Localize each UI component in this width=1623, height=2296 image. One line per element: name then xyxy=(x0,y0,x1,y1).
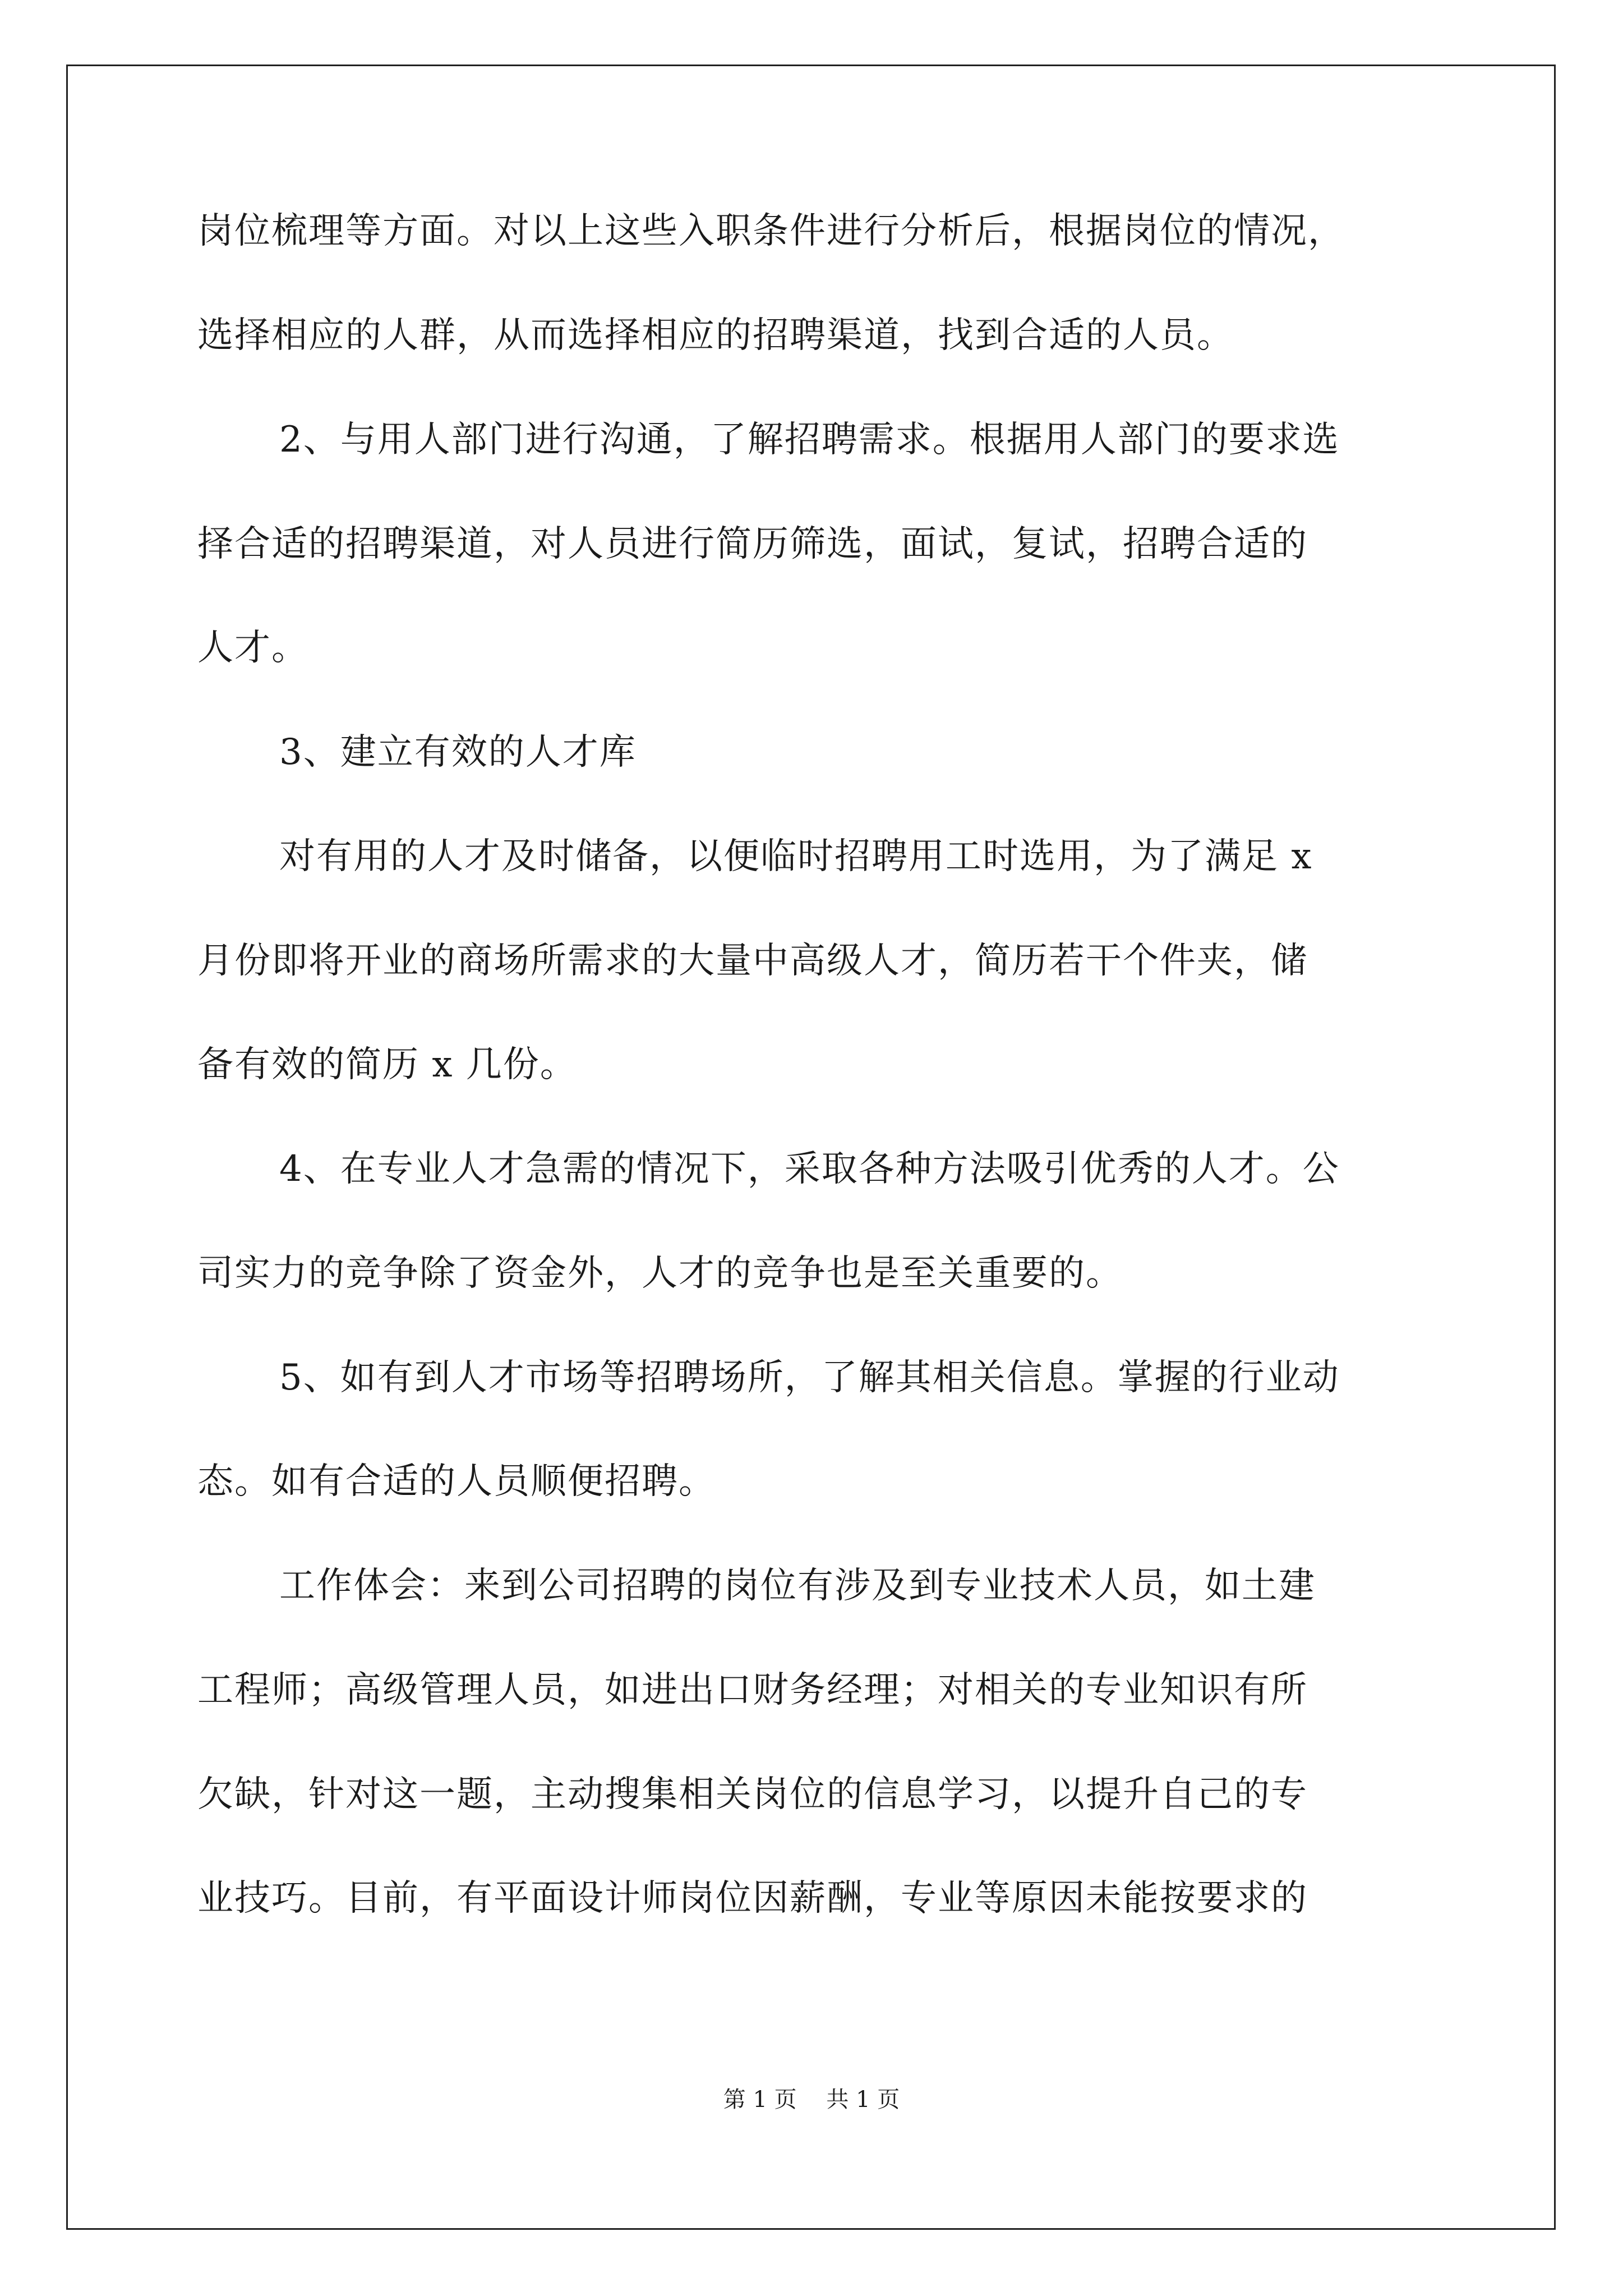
text-line: 选择相应的人群，从而选择相应的招聘渠道，找到合适的人员。 xyxy=(197,315,1234,356)
paragraph-start-line: 2、与用人部门进行沟通，了解招聘需求。根据用人部门的要求选 xyxy=(279,419,1340,461)
text-line: 欠缺，针对这一题，主动搜集相关岗位的信息学习，以提升自己的专 xyxy=(197,1774,1308,1815)
paragraph-start-line: 对有用的人才及时储备，以便临时招聘用工时选用，为了满足 x xyxy=(279,836,1313,877)
text-line: 工程师；高级管理人员，如进出口财务经理；对相关的专业知识有所 xyxy=(197,1669,1308,1711)
text-line: 备有效的简历 x 几份。 xyxy=(197,1044,577,1085)
text-line: 态。如有合适的人员顺便招聘。 xyxy=(197,1461,716,1502)
page-total: 共 1 页 xyxy=(826,2087,900,2113)
text-line: 人才。 xyxy=(197,627,308,669)
paragraph-start-line: 4、在专业人才急需的情况下，采取各种方法吸引优秀的人才。公 xyxy=(279,1148,1340,1190)
section-heading: 3、建立有效的人才库 xyxy=(279,731,637,773)
text-line: 月份即将开业的商场所需求的大量中高级人才，简历若干个件夹，储 xyxy=(197,940,1308,982)
text-line: 岗位梳理等方面。对以上这些入职条件进行分析后，根据岗位的情况， xyxy=(197,210,1345,252)
text-line: 司实力的竞争除了资金外，人才的竞争也是至关重要的。 xyxy=(197,1253,1123,1294)
page-number: 第 1 页 xyxy=(723,2087,797,2113)
paragraph-start-line: 5、如有到人才市场等招聘场所，了解其相关信息。掌握的行业动 xyxy=(279,1357,1340,1398)
page-footer xyxy=(0,2086,1623,2114)
text-line: 业技巧。目前，有平面设计师岗位因薪酬，专业等原因未能按要求的 xyxy=(197,1878,1308,1919)
text-line: 择合适的招聘渠道，对人员进行简历筛选，面试，复试，招聘合适的 xyxy=(197,523,1308,565)
paragraph-start-line: 工作体会：来到公司招聘的岗位有涉及到专业技术人员，如土建 xyxy=(279,1565,1316,1607)
